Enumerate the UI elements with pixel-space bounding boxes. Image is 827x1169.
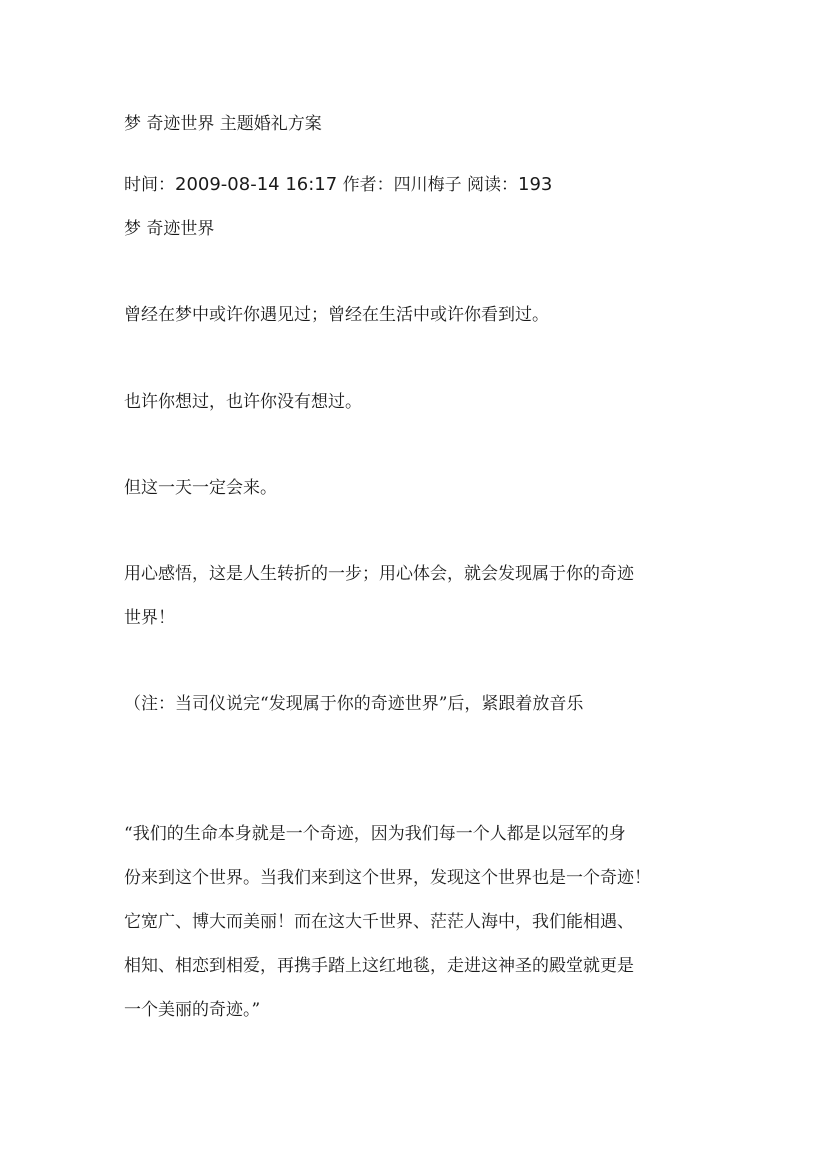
- quote-line: 一个美丽的奇迹。”: [124, 1000, 261, 1020]
- time-value: 2009-08-14 16:17: [175, 174, 338, 195]
- document-meta: [124, 173, 552, 197]
- quote-line: 它宽广、博大而美丽！而在这大千世界、茫茫人海中，我们能相遇、: [124, 912, 634, 932]
- quote-line: 份来到这个世界。当我们来到这个世界，发现这个世界也是一个奇迹！: [124, 868, 651, 888]
- reads-value: 193: [518, 174, 553, 195]
- quote-line: “我们的生命本身就是一个奇迹，因为我们每一个人都是以冠军的身: [124, 824, 626, 844]
- document-title: 梦 奇迹世界 主题婚礼方案: [124, 114, 322, 134]
- paragraph-2: 也许你想过，也许你没有想过。: [124, 392, 362, 412]
- reads-label: 阅读：: [467, 175, 519, 195]
- paragraph-4: [124, 552, 704, 640]
- quote-line: 相知、相恋到相爱，再携手踏上这红地毯，走进这神圣的殿堂就更是: [124, 956, 634, 976]
- author-label: 作者：: [342, 175, 394, 195]
- quote-paragraph: [124, 812, 704, 1032]
- paragraph-4-line: 用心感悟，这是人生转折的一步；用心体会，就会发现属于你的奇迹: [124, 564, 634, 584]
- document-subtitle: 梦 奇迹世界: [124, 219, 215, 239]
- paragraph-1: 曾经在梦中或许你遇见过；曾经在生活中或许你看到过。: [124, 305, 549, 325]
- author-value: 四川梅子: [393, 175, 462, 195]
- time-label: 时间：: [124, 175, 175, 195]
- paragraph-3: 但这一天一定会来。: [124, 478, 277, 498]
- note-paragraph: （注：当司仪说完“发现属于你的奇迹世界”后，紧跟着放音乐: [124, 694, 584, 714]
- paragraph-4-line: 世界！: [124, 608, 175, 628]
